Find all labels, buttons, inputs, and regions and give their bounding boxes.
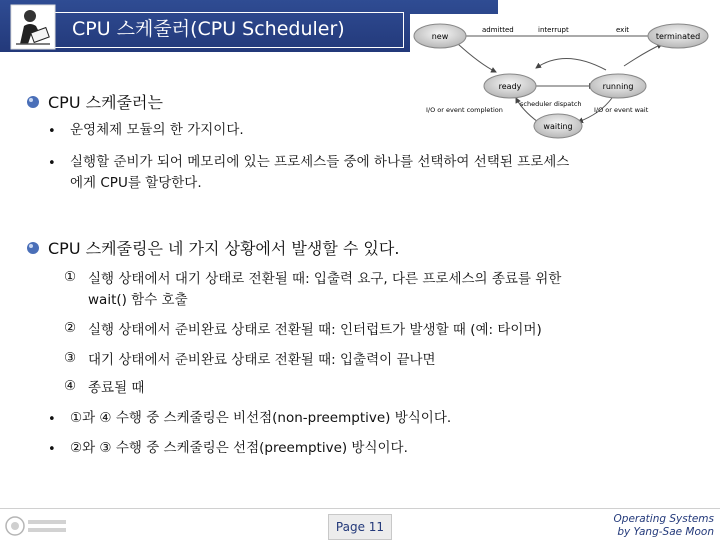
preemptive-note: ②와 ③ 수행 중 스케줄링은 선점(preemptive) 방식이다. [70,440,408,456]
section1-item-2: 실행할 준비가 되어 메모리에 있는 프로세스들 중에 하나를 선택하여 선택된 프로세스 [70,154,570,170]
section2-heading: CPU 스케줄링은 네 가지 상황에서 발생할 수 있다. [48,239,400,258]
bullet-dot: • [48,124,56,139]
case-2-number: ② [64,320,77,336]
bullet-dot: • [48,442,56,457]
process-state-diagram [410,14,710,148]
label-waiting: waiting [543,122,573,131]
bullet-dot: • [48,156,56,171]
course-name: Operating Systems [613,513,714,525]
label-ready: ready [498,82,522,91]
label-dispatch: scheduler dispatch [520,100,582,108]
author-name: by Yang-Sae Moon [617,526,714,538]
university-logo-icon [4,514,70,538]
section1-item-2-cont: 에게 CPU를 할당한다. [70,175,202,191]
nonpreemptive-note: ①과 ④ 수행 중 스케줄링은 비선점(non-preemptive) 방식이다. [70,410,452,426]
case-2-text: 실행 상태에서 준비완료 상태로 전환될 때: 인터럽트가 발생할 때 (예: 타이머) [88,322,542,338]
footer-divider [0,508,720,509]
label-new: new [431,32,449,41]
page-title: CPU 스케줄러(CPU Scheduler) [72,18,345,40]
section1-item-1: 운영체제 모듈의 한 가지이다. [70,122,244,138]
footer-credit [614,513,714,539]
person-reading-icon [10,4,56,50]
case-3-text: 대기 상태에서 준비완료 상태로 전환될 때: 입출력이 끝나면 [88,352,436,368]
section1-heading-row [26,90,163,113]
case-4-text: 종료될 때 [88,380,145,396]
label-admitted: admitted [482,26,514,34]
case-1-number: ① [64,269,77,285]
label-io-completion: I/O or event completion [426,106,503,114]
label-terminated: terminated [655,32,701,41]
bullet-icon [26,95,40,109]
label-interrupt: interrupt [538,26,569,34]
section2-heading-row [26,236,399,259]
label-io-wait: I/O or event wait [594,106,649,114]
section1-heading: CPU 스케줄러는 [48,93,163,112]
bullet-icon [26,241,40,255]
label-running: running [602,82,634,91]
case-1-text: 실행 상태에서 대기 상태로 전환될 때: 입출력 요구, 다른 프로세스의 종료를 위한 [88,271,562,287]
bullet-dot: • [48,412,56,427]
case-1-text-cont: wait() 함수 호출 [88,292,188,308]
case-4-number: ④ [64,378,77,394]
label-exit: exit [616,26,630,34]
case-3-number: ③ [64,350,77,366]
page-number: Page 11 [328,514,392,540]
